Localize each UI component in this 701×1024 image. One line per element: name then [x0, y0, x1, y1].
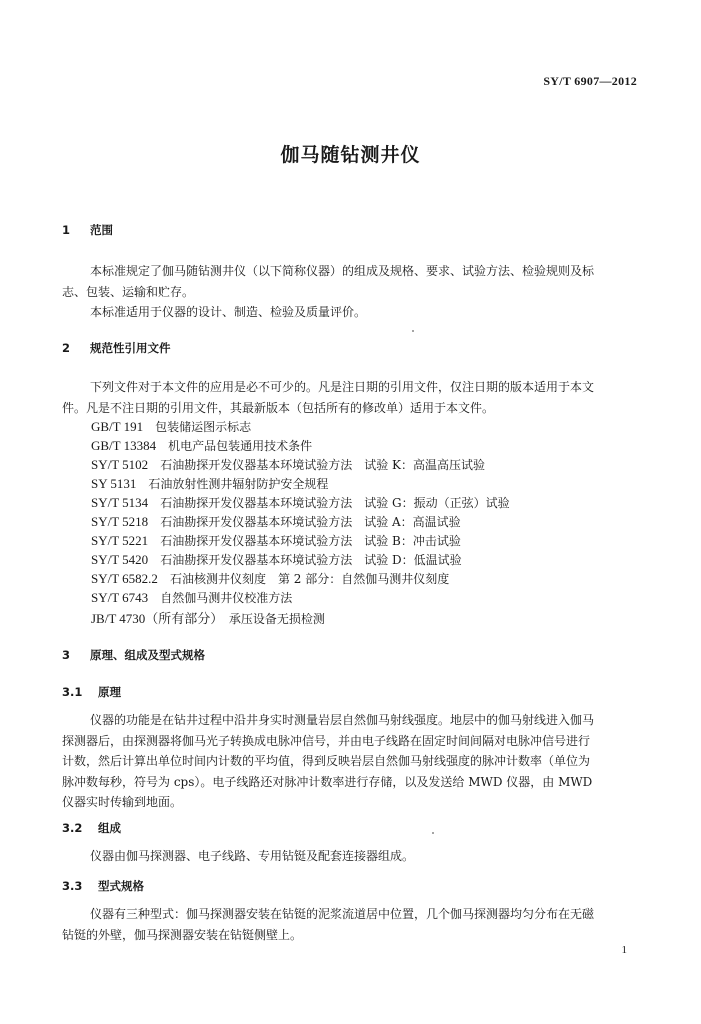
principle-paragraph — [62, 710, 640, 813]
standard-code: SY/T 6907—2012 — [543, 74, 637, 88]
document-title: 伽马随钻测井仪 — [280, 144, 421, 166]
section-title: 型式规格 — [98, 879, 144, 893]
page-number: 1 — [621, 944, 627, 956]
section-3-3-heading — [62, 878, 144, 894]
reference-title: 机电产品包装通用技术条件 — [168, 439, 313, 453]
reference-item — [91, 437, 312, 454]
reference-title: 石油勘探开发仪器基本环境试验方法 试验 G：振动（正弦）试验 — [160, 496, 510, 510]
section-title: 规范性引用文件 — [90, 341, 171, 355]
section-number: 3 — [62, 648, 71, 662]
section-title: 原理 — [98, 685, 121, 699]
composition-paragraph: 仪器由伽马探测器、电子线路、专用钻铤及配套连接器组成。 — [90, 849, 415, 863]
reference-code: SY/T 5134 — [91, 495, 149, 510]
reference-item — [91, 551, 462, 568]
text-line: 钻铤的外壁，伽马探测器安装在钻铤侧壁上。 — [62, 927, 303, 942]
types-paragraph — [62, 904, 640, 945]
text-line: 志、包装、运输和贮存。 — [62, 284, 195, 299]
section-3-heading — [62, 647, 205, 663]
section-number: 1 — [62, 223, 71, 237]
reference-item — [91, 608, 325, 627]
reference-title: 自然伽马测井仪校准方法 — [160, 591, 293, 605]
reference-code: JB/T 4730（所有部分） — [91, 611, 217, 626]
scan-speck — [412, 330, 414, 332]
section-title: 组成 — [98, 821, 121, 835]
section-2-heading — [62, 340, 171, 356]
section-1-heading — [62, 222, 113, 238]
reference-item — [91, 570, 449, 587]
text-line: 脉冲数每秒，符号为 cps）。电子线路还对脉冲计数率进行存储，以及发送给 MWD 仪器，由 MWD — [62, 774, 593, 789]
reference-title: 石油勘探开发仪器基本环境试验方法 试验 K：高温高压试验 — [160, 458, 485, 472]
reference-title: 包装储运图示标志 — [155, 420, 252, 434]
reference-title: 石油勘探开发仪器基本环境试验方法 试验 A：高温试验 — [160, 515, 461, 529]
reference-item — [91, 456, 485, 473]
text-line: 件。凡是不注日期的引用文件，其最新版本（包括所有的修改单）适用于本文件。 — [62, 400, 495, 415]
text-line: 探测器后，由探测器将伽马光子转换成电脉冲信号，并由电子线路在固定时间间隔对电脉冲信号进行 — [62, 733, 591, 748]
section-3-1-heading — [62, 684, 121, 700]
reference-item — [91, 589, 292, 606]
reference-code: GB/T 191 — [91, 419, 144, 434]
reference-item — [91, 532, 461, 549]
reference-code: SY/T 5218 — [91, 514, 149, 529]
reference-item — [91, 418, 251, 435]
section-number: 3.1 — [62, 685, 83, 699]
reference-title: 承压设备无损检测 — [228, 612, 325, 626]
text-line: 计数，然后计算出单位时间内计数的平均值，得到反映岩层自然伽马射线强度的脉冲计数率（单位为 — [62, 754, 591, 768]
section-title: 范围 — [90, 223, 113, 237]
reference-title: 石油勘探开发仪器基本环境试验方法 试验 B：冲击试验 — [160, 534, 461, 548]
reference-code: SY/T 6582.2 — [91, 571, 158, 586]
section-number: 3.2 — [62, 821, 83, 835]
text-line: 下列文件对于本文件的应用是必不可少的。凡是注日期的引用文件，仅注日期的版本适用于本文 — [90, 380, 595, 394]
text-line: 本标准规定了伽马随钻测井仪（以下简称仪器）的组成及规格、要求、试验方法、检验规则及标 — [90, 264, 595, 278]
section-number: 3.3 — [62, 879, 83, 893]
text-line: 仪器实时传输到地面。 — [62, 795, 183, 809]
reference-code: SY/T 5102 — [91, 457, 149, 472]
reference-code: SY/T 5420 — [91, 552, 149, 567]
section-3-2-heading — [62, 820, 121, 836]
section-title: 原理、组成及型式规格 — [90, 648, 205, 662]
reference-code: SY 5131 — [91, 476, 137, 491]
text-line: 本标准适用于仪器的设计、制造、检验及质量评价。 — [90, 305, 367, 319]
reference-item — [91, 475, 328, 492]
text-line: 仪器的功能是在钻井过程中沿井身实时测量岩层自然伽马射线强度。地层中的伽马射线进入伽马 — [90, 713, 595, 727]
reference-item — [91, 513, 461, 530]
references-intro — [62, 377, 640, 418]
reference-title: 石油勘探开发仪器基本环境试验方法 试验 D：低温试验 — [160, 553, 462, 567]
reference-title: 石油放射性测井辐射防护安全规程 — [148, 477, 329, 491]
reference-title: 石油核测井仪刻度 第 2 部分：自然伽马测井仪刻度 — [169, 572, 450, 586]
reference-code: SY/T 5221 — [91, 533, 149, 548]
text-line: 仪器有三种型式：伽马探测器安装在钻铤的泥浆流道居中位置，几个伽马探测器均匀分布在无磁 — [90, 907, 595, 921]
scope-paragraph — [62, 261, 640, 323]
reference-code: SY/T 6743 — [91, 590, 149, 605]
scan-speck — [432, 832, 434, 834]
reference-item — [91, 494, 510, 511]
section-number: 2 — [62, 341, 71, 355]
reference-code: GB/T 13384 — [91, 438, 157, 453]
